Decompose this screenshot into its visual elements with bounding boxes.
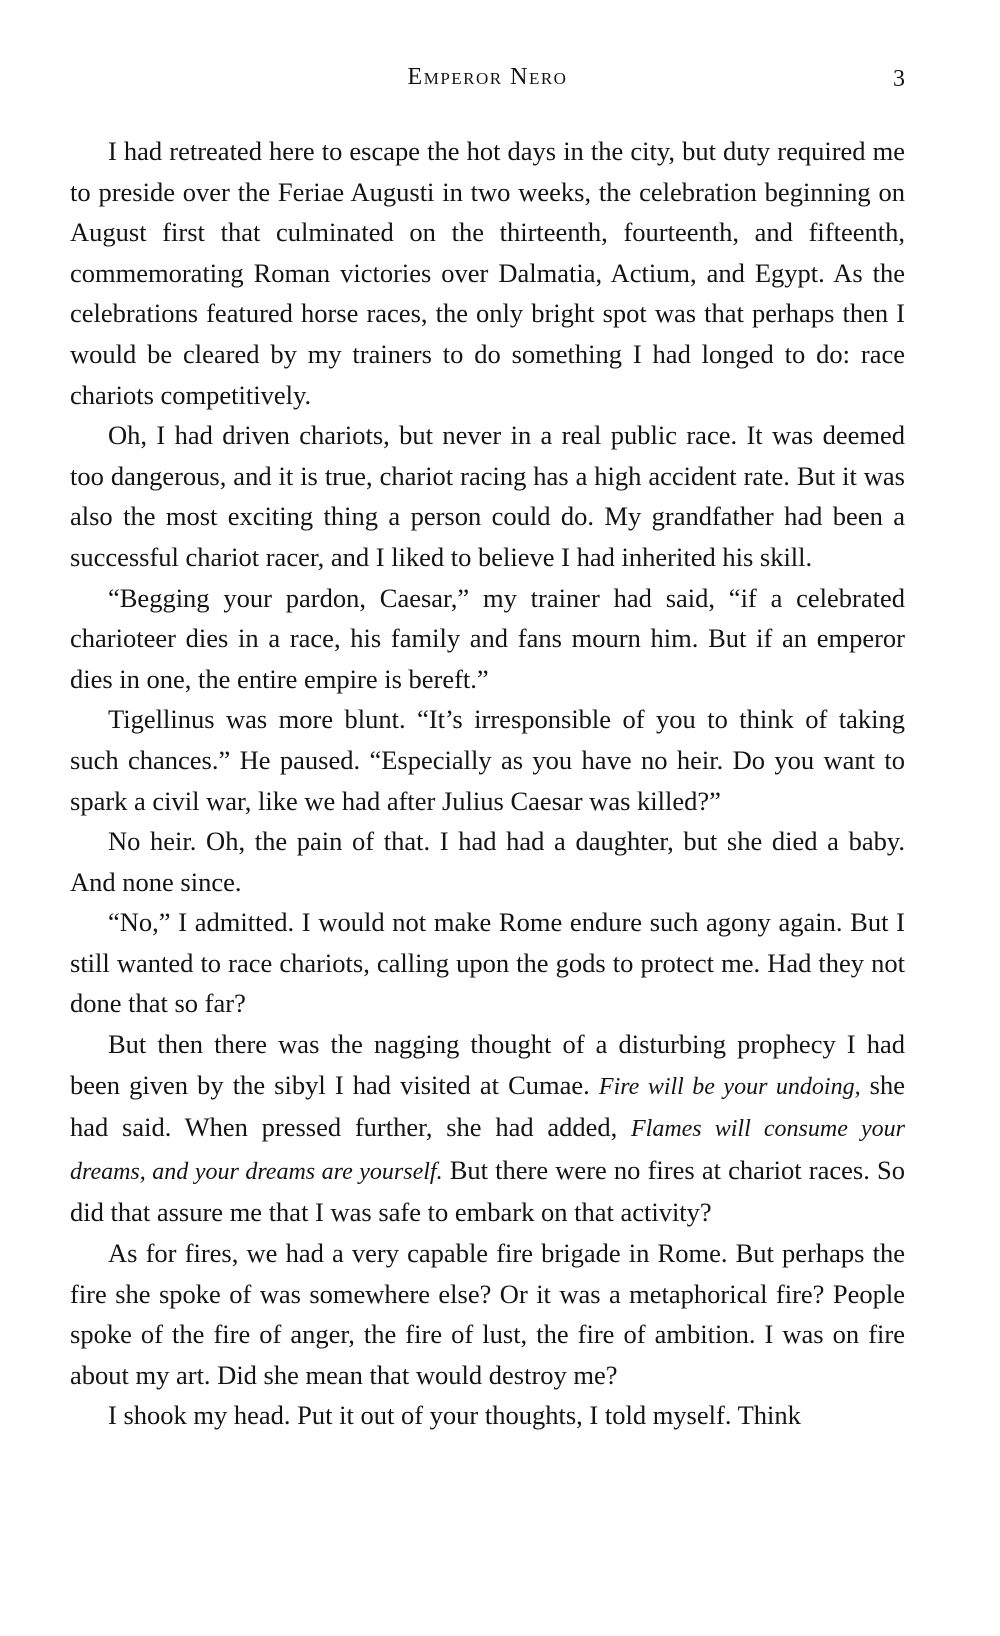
running-head: [70, 64, 905, 104]
text-span: But then there was the nagging thought of a disturbing prophecy I had been given by the sibyl I had visited at Cumae.: [70, 1029, 905, 1100]
paragraph: As for fires, we had a very capable fire brigade in Rome. But perhaps the fire she spoke of was somewhere else? Or it was a metaphorical fire? People spoke of the fire of anger, the fire of lust, the fire of ambition. I was on fire about my art. Did she mean that would destroy me?: [70, 1238, 905, 1390]
text-span: she had said. When pressed further, she had added,: [70, 1069, 906, 1143]
paragraph: I had retreated here to escape the hot days in the city, but duty required me to preside over the Feriae Augusti in two weeks, the celebration beginning on August first that culminated on the thirteenth, fourteenth, and fifteenth, commemorating Roman victories over Dalmatia, Actium, and Egypt. As the celebrations featured horse races, the only bright spot was that perhaps then I would be cleared by my trainers to do something I had longed to do: race chariots competitively.: [70, 136, 905, 410]
paragraph: Tigellinus was more blunt. “It’s irresponsible of you to think of taking such chances.” He paused. “Especially as you have no heir. Do you want to spark a civil war, like we had after Julius Caesar was killed?”: [70, 704, 905, 816]
page-number: 3: [893, 66, 905, 92]
text-span: But there were no fires at chariot races. So did that assure me that I was safe to embark on that activity?: [70, 1154, 905, 1228]
body-text: [70, 131, 905, 1436]
paragraph: No heir. Oh, the pain of that. I had had a daughter, but she died a baby. And none since.: [70, 826, 905, 897]
prophecy-quote: Fire will be your undoing,: [598, 1073, 861, 1100]
paragraph: Oh, I had driven chariots, but never in a real public race. It was deemed too dangerous, and it is true, chariot racing has a high accident rate. But it was also the most exciting thing a person could do. My grandfather had been a successful chariot racer, and I liked to believe I had inherited his skill.: [70, 420, 905, 572]
running-title: Emperor Nero: [407, 64, 568, 90]
paragraph-prophecy: [70, 1024, 905, 1233]
paragraph: I shook my head. Put it out of your thoughts, I told myself. Think: [108, 1400, 801, 1431]
prophecy-quote: Flames will consume your dreams, and your dreams are yourself.: [70, 1116, 905, 1185]
paragraph: “Begging your pardon, Caesar,” my trainer had said, “if a celebrated charioteer dies in a race, his family and fans mourn him. But if an emperor dies in one, the entire empire is bereft.”: [70, 582, 905, 694]
paragraph: “No,” I admitted. I would not make Rome endure such agony again. But I still wanted to race chariots, calling upon the gods to protect me. Had they not done that so far?: [70, 907, 905, 1019]
